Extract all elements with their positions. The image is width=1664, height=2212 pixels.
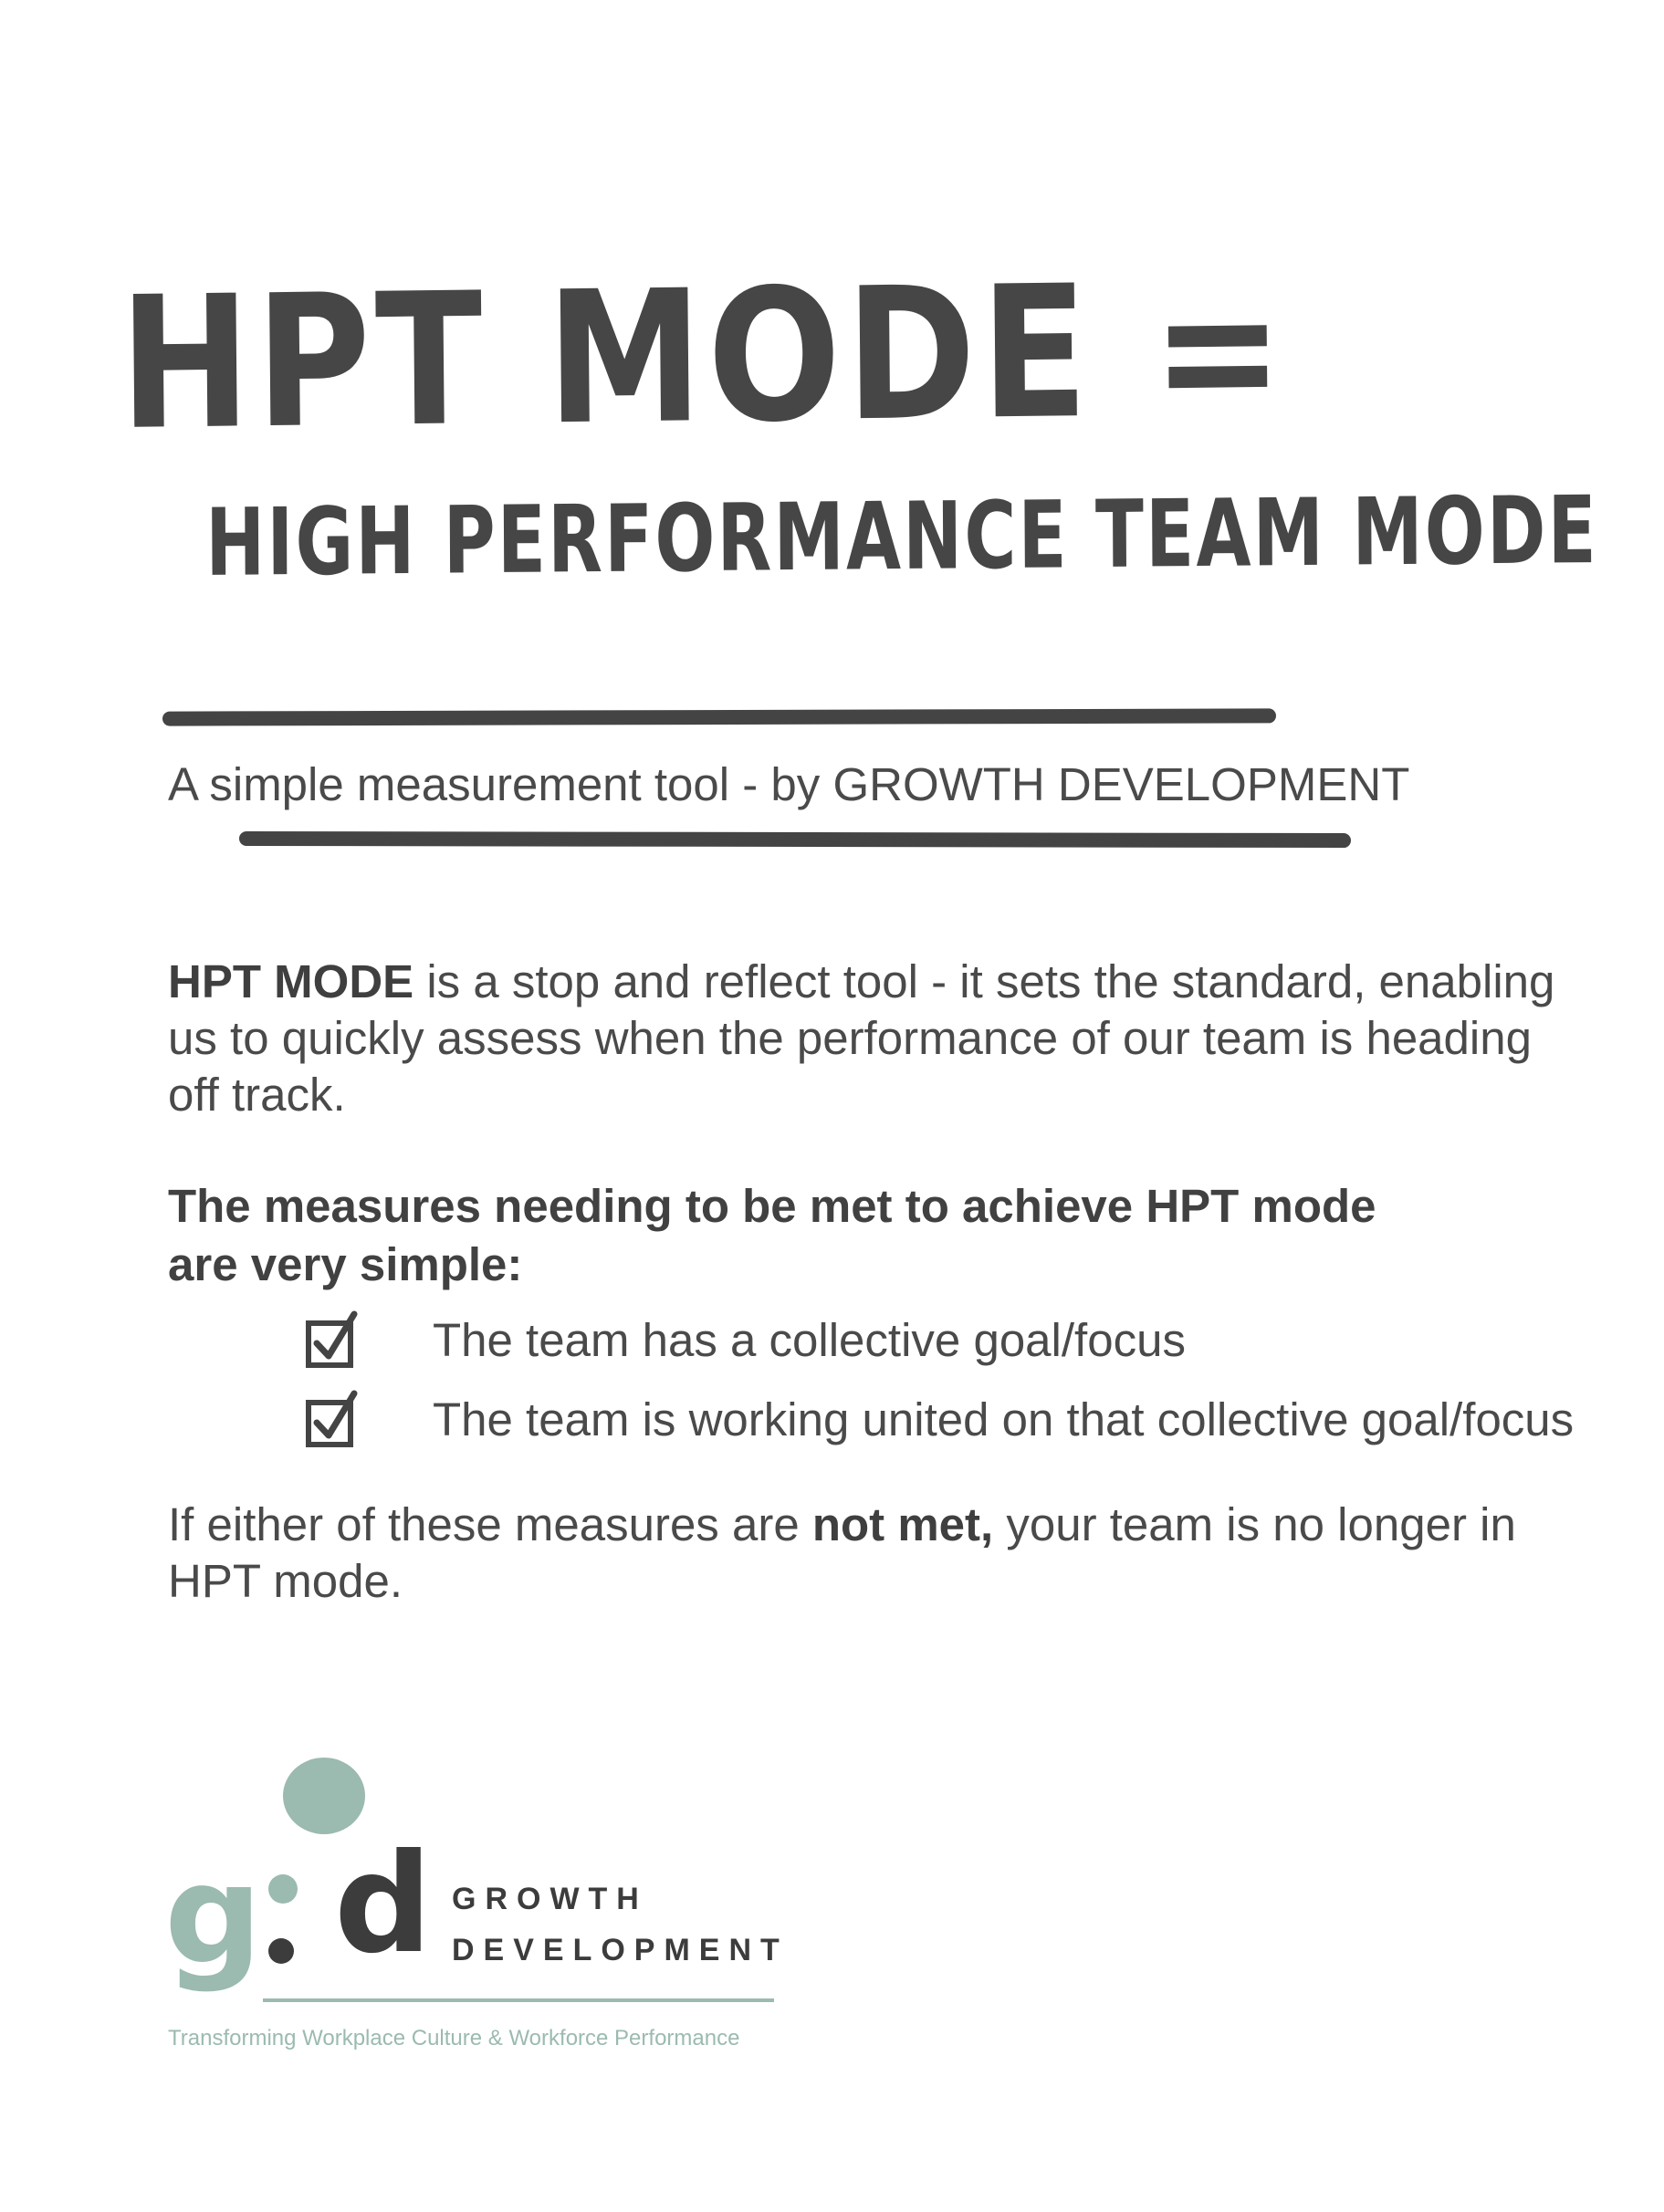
conclusion-text-before: If either of these measures are: [168, 1498, 812, 1550]
logo-large-dot: [283, 1758, 365, 1834]
measure-item-label: The team has a collective goal/focus: [433, 1313, 1186, 1366]
title-line-2: HIGH PERFORMANCE TEAM MODE: [204, 475, 1599, 598]
conclusion-text-after: your team is no longer in HPT mode.: [168, 1498, 1516, 1607]
title-line-1: HPT MODE =: [118, 244, 1290, 471]
measure-item: [305, 1387, 1574, 1451]
conclusion-bold: not met,: [811, 1498, 994, 1550]
logo-small-dot-dark: [268, 1938, 294, 1964]
logo-word-growth: GROWTH: [452, 1882, 648, 1916]
intro-paragraph: [168, 954, 1592, 1123]
logo-letter-g: g: [164, 1836, 263, 1995]
conclusion-paragraph: [168, 1497, 1592, 1610]
intro-text: is a stop and reflect tool - it sets the standard, enabling us to quickly assess when the performance of our team is heading off track.: [168, 955, 1555, 1121]
gd-logo-mark: [164, 1752, 438, 1998]
logo-letter-d: d: [334, 1825, 433, 1984]
checked-box-icon: [305, 1390, 360, 1448]
measure-item-label: The team is working united on that collective goal/focus: [433, 1393, 1575, 1445]
tagline: A simple measurement tool - by GROWTH DEVELOPMENT: [168, 758, 1410, 810]
logo-word-development: DEVELOPMENT: [452, 1933, 789, 1967]
intro-bold: HPT MODE: [168, 955, 414, 1007]
measures-heading: The measures needing to be met to achieve HPT mode are very simple:: [168, 1180, 1376, 1290]
logo-underline: [263, 1998, 774, 2002]
logo-tagline: Transforming Workplace Culture & Workforce Performance: [168, 2026, 740, 2050]
checked-box-icon: [305, 1310, 360, 1369]
measure-item: [305, 1308, 1186, 1372]
growth-development-logo: [164, 1752, 789, 2062]
brush-stroke-divider-bottom: [239, 831, 1351, 848]
brush-stroke-divider-top: [162, 708, 1276, 725]
logo-small-dot-accent: [268, 1874, 298, 1904]
